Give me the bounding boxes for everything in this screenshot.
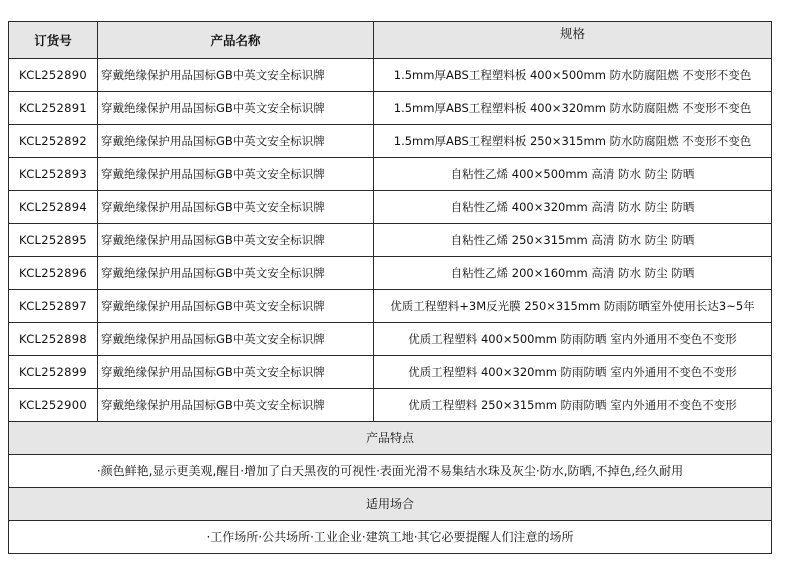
table-row bbox=[9, 92, 772, 125]
table-row bbox=[9, 191, 772, 224]
specification-cell: 自粘性乙烯 250×315mm 高清 防水 防尘 防晒 bbox=[374, 224, 772, 257]
product-name-cell: 穿戴绝缘保护用品国标GB中英文安全标识牌 bbox=[98, 92, 374, 125]
table-row bbox=[9, 257, 772, 290]
specification-cell: 优质工程塑料 250×315mm 防雨防晒 室内外通用不变色不变形 bbox=[374, 389, 772, 422]
order-number-cell: KCL252892 bbox=[9, 125, 98, 158]
specification-cell: 优质工程塑料 400×500mm 防雨防晒 室内外通用不变色不变形 bbox=[374, 323, 772, 356]
product-name-cell: 穿戴绝缘保护用品国标GB中英文安全标识牌 bbox=[98, 224, 374, 257]
order-number-cell: KCL252890 bbox=[9, 59, 98, 92]
specification-cell: 优质工程塑料 400×320mm 防雨防晒 室内外通用不变色不变形 bbox=[374, 356, 772, 389]
features-text: ·颜色鲜艳,显示更美观,醒目·增加了白天黑夜的可视性·表面光滑不易集结水珠及灰尘·防水,防晒,不掉色,经久耐用 bbox=[9, 455, 772, 488]
order-number-cell: KCL252894 bbox=[9, 191, 98, 224]
order-number-cell: KCL252891 bbox=[9, 92, 98, 125]
applications-title-row bbox=[9, 488, 772, 521]
table-row bbox=[9, 158, 772, 191]
product-name-cell: 穿戴绝缘保护用品国标GB中英文安全标识牌 bbox=[98, 257, 374, 290]
table-row bbox=[9, 59, 772, 92]
product-name-cell: 穿戴绝缘保护用品国标GB中英文安全标识牌 bbox=[98, 290, 374, 323]
table-row bbox=[9, 389, 772, 422]
product-name-cell: 穿戴绝缘保护用品国标GB中英文安全标识牌 bbox=[98, 389, 374, 422]
order-number-cell: KCL252898 bbox=[9, 323, 98, 356]
table-row bbox=[9, 356, 772, 389]
applications-text: ·工作场所·公共场所·工业企业·建筑工地·其它必要提醒人们注意的场所 bbox=[9, 521, 772, 554]
order-number-cell: KCL252897 bbox=[9, 290, 98, 323]
header-specification: 规格 bbox=[374, 22, 772, 59]
features-text-row bbox=[9, 455, 772, 488]
applications-title: 适用场合 bbox=[9, 488, 772, 521]
specification-cell: 自粘性乙烯 200×160mm 高清 防水 防尘 防晒 bbox=[374, 257, 772, 290]
order-number-cell: KCL252900 bbox=[9, 389, 98, 422]
product-name-cell: 穿戴绝缘保护用品国标GB中英文安全标识牌 bbox=[98, 125, 374, 158]
order-number-cell: KCL252896 bbox=[9, 257, 98, 290]
table-row bbox=[9, 323, 772, 356]
features-title: 产品特点 bbox=[9, 422, 772, 455]
header-order-number: 订货号 bbox=[9, 22, 98, 59]
specification-cell: 1.5mm厚ABS工程塑料板 400×320mm 防水防腐阻燃 不变形不变色 bbox=[374, 92, 772, 125]
product-spec-table bbox=[8, 21, 772, 554]
order-number-cell: KCL252893 bbox=[9, 158, 98, 191]
product-name-cell: 穿戴绝缘保护用品国标GB中英文安全标识牌 bbox=[98, 356, 374, 389]
specification-cell: 1.5mm厚ABS工程塑料板 400×500mm 防水防腐阻燃 不变形不变色 bbox=[374, 59, 772, 92]
header-product-name: 产品名称 bbox=[98, 22, 374, 59]
specification-cell: 自粘性乙烯 400×500mm 高清 防水 防尘 防晒 bbox=[374, 158, 772, 191]
product-name-cell: 穿戴绝缘保护用品国标GB中英文安全标识牌 bbox=[98, 323, 374, 356]
table-header-row bbox=[9, 22, 772, 59]
product-name-cell: 穿戴绝缘保护用品国标GB中英文安全标识牌 bbox=[98, 158, 374, 191]
specification-cell: 优质工程塑料+3M反光膜 250×315mm 防雨防晒室外使用长达3~5年 bbox=[374, 290, 772, 323]
table-row bbox=[9, 125, 772, 158]
table-row bbox=[9, 224, 772, 257]
product-name-cell: 穿戴绝缘保护用品国标GB中英文安全标识牌 bbox=[98, 59, 374, 92]
order-number-cell: KCL252899 bbox=[9, 356, 98, 389]
table-row bbox=[9, 290, 772, 323]
product-name-cell: 穿戴绝缘保护用品国标GB中英文安全标识牌 bbox=[98, 191, 374, 224]
features-title-row bbox=[9, 422, 772, 455]
order-number-cell: KCL252895 bbox=[9, 224, 98, 257]
specification-cell: 1.5mm厚ABS工程塑料板 250×315mm 防水防腐阻燃 不变形不变色 bbox=[374, 125, 772, 158]
applications-text-row bbox=[9, 521, 772, 554]
specification-cell: 自粘性乙烯 400×320mm 高清 防水 防尘 防晒 bbox=[374, 191, 772, 224]
